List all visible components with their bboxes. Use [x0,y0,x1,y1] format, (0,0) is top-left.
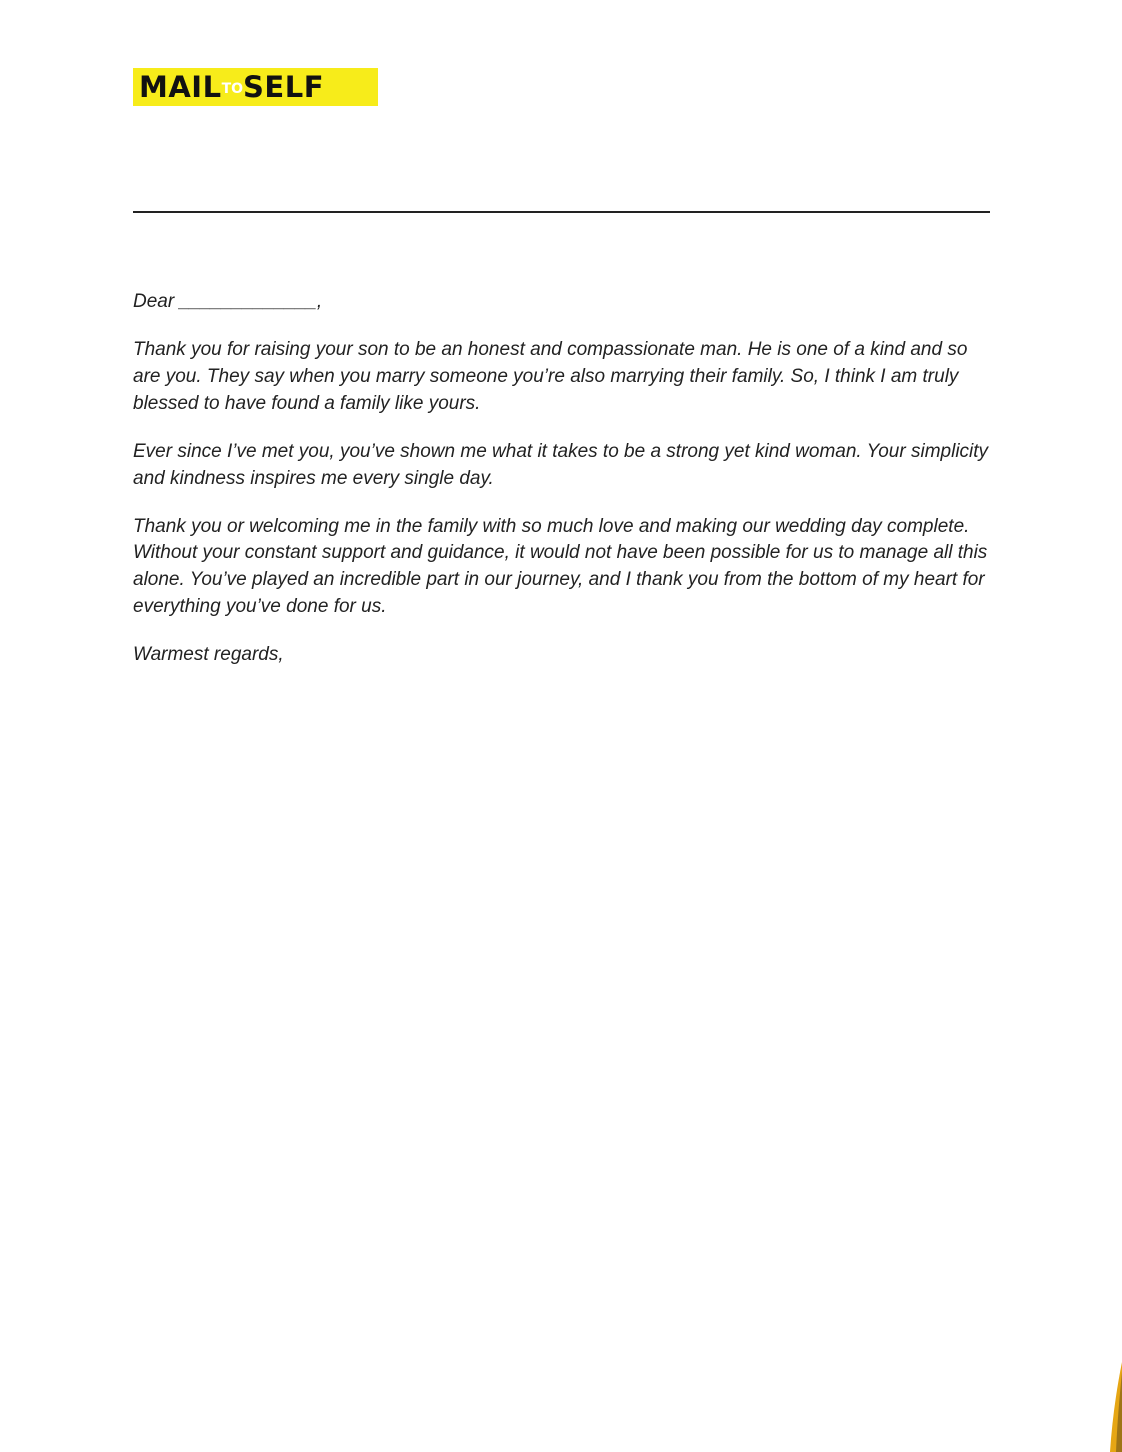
letter-body [133,289,995,690]
mail-to-self-logo [133,68,378,106]
paragraph-1: Thank you for raising your son to be an honest and compassionate man. He is one of a kind and so are you. They say when you marry someone you’re also marrying their family. So, I think I am truly blessed to have found a family like yours. [133,339,968,414]
paragraph-3: Thank you or welcoming me in the family with so much love and making our wedding day complete. Without your constant support and guidance, it would not have been possible for us to manage all this alone. You’ve played an incredible part in our journey, and I thank you from the bottom of my heart for everything you’ve done for us. [133,515,988,617]
logo-wordmark [139,71,324,105]
logo-word-mail: MAIL [139,70,222,104]
header-divider [133,211,990,213]
salutation: Dear _____________, [133,291,323,312]
closing: Warmest regards, [133,644,284,666]
corner-decoration [1092,1362,1122,1452]
paragraph-2: Ever since I’ve met you, you’ve shown me what it takes to be a strong yet kind woman. Your simplicity and kindness inspires me every single day. [133,440,989,489]
logo-word-to: TO [221,81,244,97]
logo-word-self: SELF [243,70,325,104]
